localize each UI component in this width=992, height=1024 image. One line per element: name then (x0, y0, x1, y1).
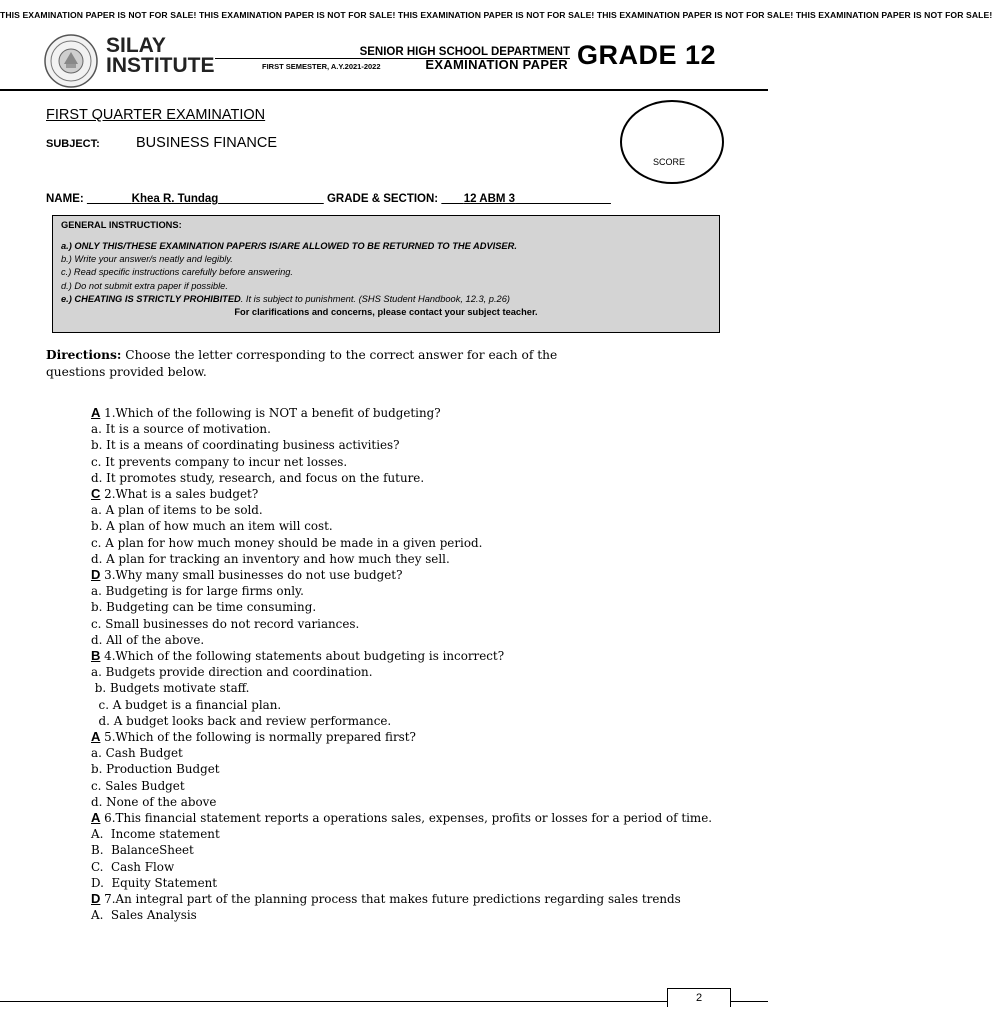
answer-option: c. A plan for how much money should be made in a given period. (91, 535, 483, 550)
semester-label: FIRST SEMESTER, A.Y.2021-2022 (262, 62, 381, 71)
page-number-box (667, 988, 731, 1007)
answer-option: b. A plan of how much an item will cost. (91, 519, 333, 534)
not-for-sale-banner: THIS EXAMINATION PAPER IS NOT FOR SALE! THIS EXAMINATION PAPER IS NOT FOR SALE! THIS EXAMINATION PAPER IS NOT FOR SALE! THIS EXAMINATION PAPER IS NOT FOR SALE! THIS EXAMINATION PAPER IS NOT FOR SALE! (0, 10, 992, 20)
instruction-a: a.) ONLY THIS/THESE EXAMINATION PAPER/S IS/ARE ALLOWED TO BE RETURNED TO THE ADVISER. (61, 241, 517, 251)
answer-option: b. Production Budget (91, 762, 220, 777)
question-row (91, 810, 741, 826)
question-row (91, 405, 741, 421)
instruction-b: b.) Write your answer/s neatly and legibly. (61, 254, 233, 265)
directions-label: Directions: (46, 348, 122, 362)
instruction-d: d.) Do not submit extra paper if possible. (61, 280, 228, 291)
answer-option: D. Equity Statement (91, 875, 218, 890)
question-list (91, 405, 741, 924)
question-text: 2.What is a sales budget? (100, 487, 259, 502)
answer-option: A. Income statement (91, 827, 220, 842)
score-label: SCORE (653, 157, 686, 167)
question-text: 3.Why many small businesses do not use budget? (100, 568, 403, 583)
name-value: Khea R. Tundag (131, 193, 219, 205)
subject-label: SUBJECT: (46, 138, 100, 150)
subject-value: BUSINESS FINANCE (136, 135, 277, 151)
directions-text: Choose the letter corresponding to the correct answer for each of the questions provided below. (46, 348, 558, 379)
footer-rule (0, 1001, 768, 1002)
answer-option: a. It is a source of motivation. (91, 422, 271, 437)
question-row (91, 729, 741, 745)
instructions-title: GENERAL INSTRUCTIONS: (61, 220, 182, 230)
answer-mark: B (91, 648, 101, 664)
exam-paper-label: EXAMINATION PAPER (425, 57, 568, 72)
question-row (91, 891, 741, 907)
header-rule (0, 89, 768, 91)
school-seal-icon (44, 34, 98, 88)
exam-title: FIRST QUARTER EXAMINATION (46, 107, 266, 123)
grade-label: GRADE 12 (577, 40, 717, 70)
directions (46, 347, 616, 381)
answer-option: d. A budget looks back and review performance. (91, 713, 392, 728)
score-circle (620, 100, 724, 184)
answer-mark: D (91, 891, 101, 907)
instructions-footer: For clarifications and concerns, please contact your subject teacher. (234, 307, 538, 318)
instruction-e-bold: e.) CHEATING IS STRICTLY PROHIBITED (61, 293, 241, 304)
instruction-e (61, 293, 711, 306)
answer-mark: A (91, 810, 101, 826)
answer-mark: D (91, 567, 101, 583)
answer-option: a. Cash Budget (91, 746, 183, 761)
question-text: 4.Which of the following statements about budgeting is incorrect? (100, 649, 505, 664)
answer-mark: A (91, 405, 101, 420)
answer-option: a. Budgeting is for large firms only. (91, 584, 304, 599)
name-row (46, 193, 611, 205)
general-instructions-box (52, 215, 720, 333)
grade-section-value: 12 ABM 3 (463, 193, 516, 205)
instruction-e-rest: . It is subject to punishment. (SHS Student Handbook, 12.3, p.26) (240, 293, 510, 304)
question-text: 7.An integral part of the planning process that makes future predictions regarding sales trends (100, 892, 681, 907)
question-text: 5.Which of the following is normally prepared first? (100, 730, 416, 745)
question-row (91, 486, 741, 502)
answer-option: d. It promotes study, research, and focus on the future. (91, 470, 425, 485)
page-number: 2 (695, 992, 703, 1004)
answer-option: d. All of the above. (91, 632, 205, 647)
answer-option: d. None of the above (91, 794, 217, 809)
question-row (91, 648, 741, 664)
answer-option: c. Small businesses do not record variances. (91, 616, 360, 631)
answer-option: b. Budgets motivate staff. (91, 681, 250, 696)
answer-option: a. A plan of items to be sold. (91, 503, 263, 518)
brand-line-1: SILAY (106, 34, 166, 57)
answer-option: d. A plan for tracking an inventory and how much they sell. (91, 551, 450, 566)
question-row (91, 567, 741, 583)
name-label: NAME: (46, 193, 84, 205)
answer-option: b. Budgeting can be time consuming. (91, 600, 317, 615)
instruction-c: c.) Read specific instructions carefully before answering. (61, 267, 294, 278)
department-label: SENIOR HIGH SCHOOL DEPARTMENT (359, 46, 570, 58)
question-text: 6.This financial statement reports a operations sales, expenses, profits or losses for a period of time. (100, 811, 713, 826)
name-field (87, 193, 324, 205)
brand-line-2: INSTITUTE (106, 54, 215, 77)
brand-name (106, 36, 215, 76)
answer-mark: C (91, 486, 101, 502)
answer-option: b. It is a means of coordinating business activities? (91, 438, 400, 453)
answer-mark: A (91, 729, 101, 745)
grade-section-label: GRADE & SECTION: (326, 193, 439, 205)
answer-option: C. Cash Flow (91, 859, 175, 874)
answer-option: a. Budgets provide direction and coordination. (91, 665, 373, 680)
question-text: 1.Which of the following is NOT a benefit of budgeting? (100, 406, 441, 420)
answer-option: B. BalanceSheet (91, 843, 194, 858)
answer-option: c. A budget is a financial plan. (91, 697, 282, 712)
answer-option: c. It prevents company to incur net losses. (91, 454, 348, 469)
grade-section-field (441, 193, 611, 205)
answer-option: c. Sales Budget (91, 778, 185, 793)
answer-option: A. Sales Analysis (91, 908, 197, 923)
